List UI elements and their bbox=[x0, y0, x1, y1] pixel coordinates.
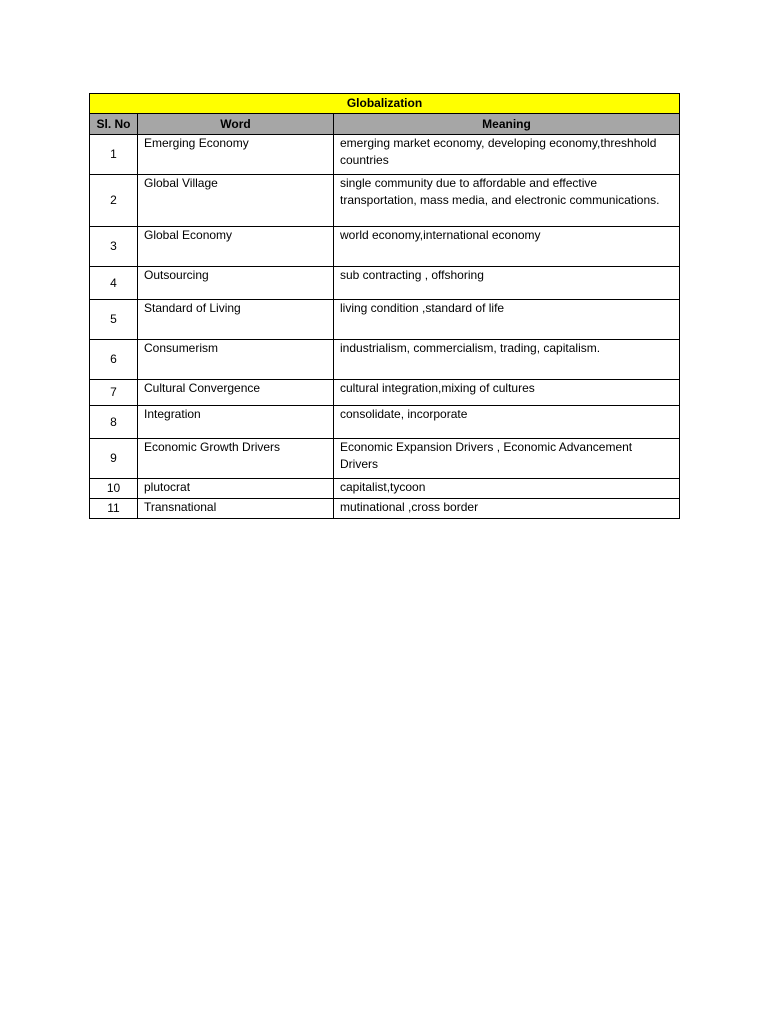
table-row bbox=[90, 267, 680, 300]
row-meaning: cultural integration,mixing of cultures bbox=[334, 380, 680, 406]
row-word: Global Village bbox=[138, 175, 334, 227]
row-word: Cultural Convergence bbox=[138, 380, 334, 406]
row-word: plutocrat bbox=[138, 479, 334, 499]
row-meaning: mutinational ,cross border bbox=[334, 499, 680, 519]
row-word: Global Economy bbox=[138, 227, 334, 267]
row-number: 7 bbox=[90, 380, 138, 406]
table-row bbox=[90, 135, 680, 175]
table-row bbox=[90, 175, 680, 227]
row-word: Economic Growth Drivers bbox=[138, 439, 334, 479]
row-number: 5 bbox=[90, 300, 138, 340]
table-row bbox=[90, 439, 680, 479]
header-sl-no: Sl. No bbox=[90, 114, 138, 135]
table-title-row bbox=[90, 94, 680, 114]
row-word: Outsourcing bbox=[138, 267, 334, 300]
row-meaning: Economic Expansion Drivers , Economic Advancement Drivers bbox=[334, 439, 680, 479]
globalization-table-sheet bbox=[89, 93, 679, 519]
row-word: Integration bbox=[138, 406, 334, 439]
row-meaning: consolidate, incorporate bbox=[334, 406, 680, 439]
globalization-table bbox=[89, 93, 680, 519]
row-number: 6 bbox=[90, 340, 138, 380]
row-number: 3 bbox=[90, 227, 138, 267]
row-meaning: capitalist,tycoon bbox=[334, 479, 680, 499]
table-row bbox=[90, 340, 680, 380]
table-row bbox=[90, 300, 680, 340]
row-meaning: industrialism, commercialism, trading, capitalism. bbox=[334, 340, 680, 380]
row-meaning: living condition ,standard of life bbox=[334, 300, 680, 340]
row-number: 4 bbox=[90, 267, 138, 300]
table-header-row bbox=[90, 114, 680, 135]
row-meaning: world economy,international economy bbox=[334, 227, 680, 267]
table-row bbox=[90, 406, 680, 439]
table-row bbox=[90, 227, 680, 267]
row-number: 8 bbox=[90, 406, 138, 439]
row-meaning: single community due to affordable and effective transportation, mass media, and electronic communications. bbox=[334, 175, 680, 227]
row-number: 2 bbox=[90, 175, 138, 227]
row-word: Transnational bbox=[138, 499, 334, 519]
row-number: 10 bbox=[90, 479, 138, 499]
table-row bbox=[90, 380, 680, 406]
row-meaning: sub contracting , offshoring bbox=[334, 267, 680, 300]
row-number: 1 bbox=[90, 135, 138, 175]
row-meaning: emerging market economy, developing economy,threshhold countries bbox=[334, 135, 680, 175]
table-row bbox=[90, 479, 680, 499]
table-title: Globalization bbox=[90, 94, 680, 114]
row-number: 9 bbox=[90, 439, 138, 479]
table-row bbox=[90, 499, 680, 519]
row-number: 11 bbox=[90, 499, 138, 519]
row-word: Emerging Economy bbox=[138, 135, 334, 175]
row-word: Standard of Living bbox=[138, 300, 334, 340]
header-word: Word bbox=[138, 114, 334, 135]
row-word: Consumerism bbox=[138, 340, 334, 380]
header-meaning: Meaning bbox=[334, 114, 680, 135]
